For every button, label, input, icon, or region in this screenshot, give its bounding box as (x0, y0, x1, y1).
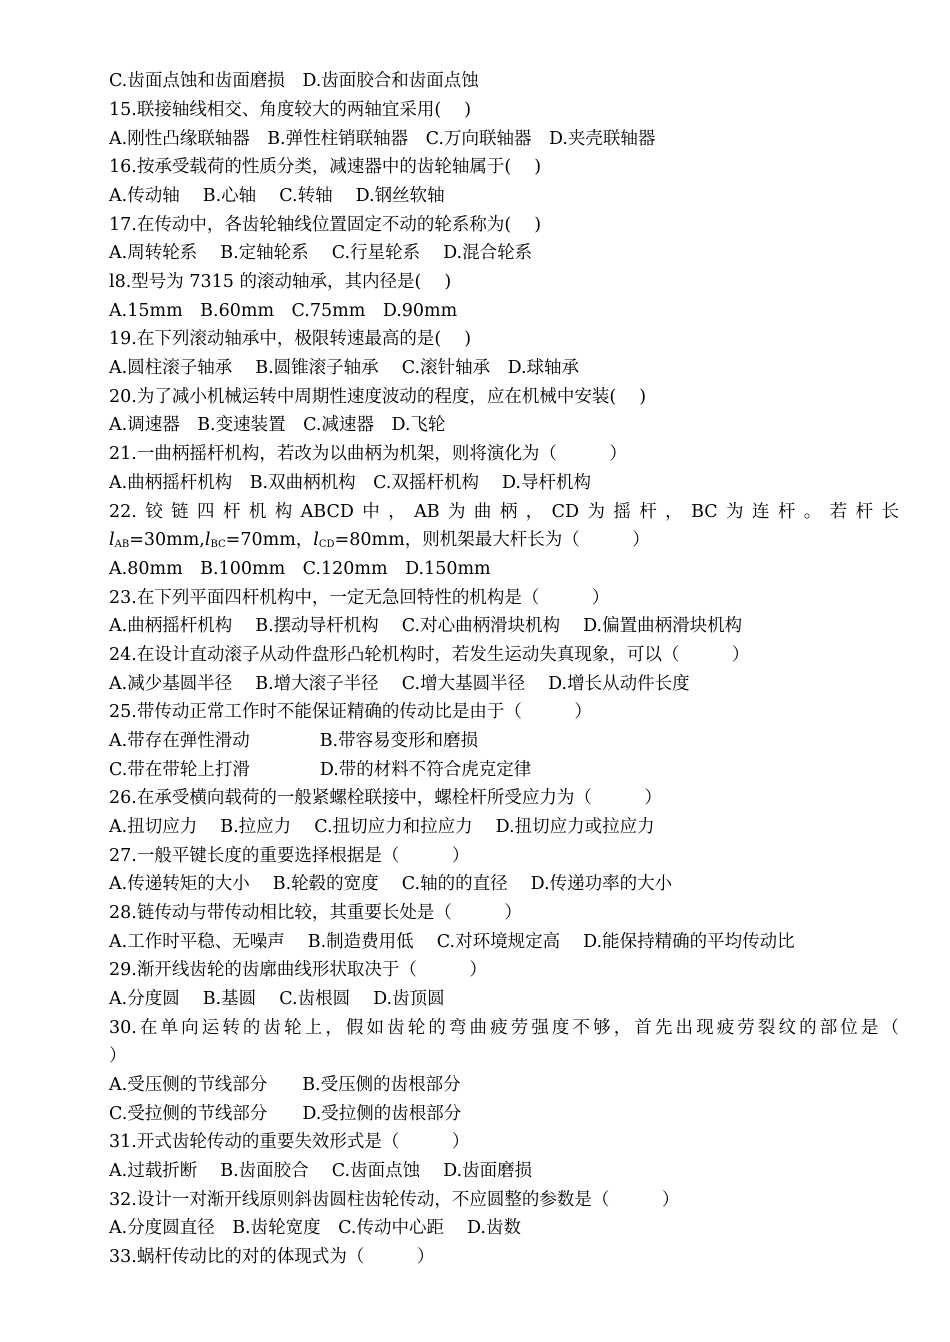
options-23: A.曲柄摇杆机构 B.摆动导杆机构 C.对心曲柄滑块机构 D.偏置曲柄滑块机构 (109, 616, 743, 636)
options-30b: C.受拉侧的节线部分 D.受拉侧的齿根部分 (109, 1104, 462, 1124)
question-17: 17.在传动中，各齿轮轴线位置固定不动的轮系称为( ) (109, 215, 542, 235)
text-line: C.齿面点蚀和齿面磨损 D.齿面胶合和齿面点蚀 (109, 71, 479, 91)
options-32: A.分度圆直径 B.齿轮宽度 C.传动中心距 D.齿数 (109, 1218, 521, 1238)
options-22: A.80mm B.100mm C.120mm D.150mm (109, 559, 491, 579)
question-15: 15.联接轴线相交、角度较大的两轴宜采用( ) (109, 100, 472, 120)
question-30-cont: ） (109, 1046, 127, 1066)
question-23: 23.在下列平面四杆机构中，一定无急回特性的机构是（ ） (109, 588, 610, 608)
options-31: A.过载折断 B.齿面胶合 C.齿面点蚀 D.齿面磨损 (109, 1161, 533, 1181)
options-30a: A.受压侧的节线部分 B.受压侧的齿根部分 (109, 1075, 461, 1095)
question-32: 32.设计一对渐开线原则斜齿圆柱齿轮传动，不应圆整的参数是（ ） (109, 1190, 680, 1210)
options-16: A.传动轴 B.心轴 C.转轴 D.钢丝软轴 (109, 186, 445, 206)
question-22-cont: $l_{AB}=30mm,l_{BC}=70mm$，$l_{CD}=80mm$，则机架最大杆长为（ ） (109, 530, 650, 550)
question-31: 31.开式齿轮传动的重要失效形式是（ ） (109, 1132, 470, 1152)
options-18: A.15mm B.60mm C.75mm D.90mm (109, 301, 458, 321)
question-22: 22.铰链四杆机构ABCD中，AB为曲柄，CD为摇杆，BC为连杆。若杆长 (109, 502, 899, 522)
options-25a: A.带存在弹性滑动 B.带容易变形和磨损 (109, 731, 479, 751)
question-21: 21.一曲柄摇杆机构，若改为以曲柄为机架，则将演化为（ ） (109, 444, 627, 464)
question-25: 25.带传动正常工作时不能保证精确的传动比是由于（ ） (109, 702, 592, 722)
question-29: 29.渐开线齿轮的齿廓曲线形状取决于（ ） (109, 960, 487, 980)
options-24: A.减少基圆半径 B.增大滚子半径 C.增大基圆半径 D.增长从动件长度 (109, 674, 690, 694)
options-17: A.周转轮系 B.定轴轮系 C.行星轮系 D.混合轮系 (109, 243, 533, 263)
question-26: 26.在承受横向载荷的一般紧螺栓联接中，螺栓杆所受应力为（ ） (109, 788, 662, 808)
question-18: l8.型号为 7315 的滚动轴承，其内径是( ) (109, 272, 452, 292)
question-28: 28.链传动与带传动相比较，其重要长处是（ ） (109, 903, 522, 923)
options-15: A.刚性凸缘联轴器 B.弹性柱销联轴器 C.万向联轴器 D.夹壳联轴器 (109, 129, 656, 149)
question-16: 16.按承受载荷的性质分类，减速器中的齿轮轴属于( ) (109, 157, 542, 177)
question-30: 30.在单向运转的齿轮上，假如齿轮的弯曲疲劳强度不够，首先出现疲劳裂纹的部位是（ (109, 1018, 899, 1038)
options-25b: C.带在带轮上打滑 D.带的材料不符合虎克定律 (109, 760, 532, 780)
options-29: A.分度圆 B.基圆 C.齿根圆 D.齿顶圆 (109, 989, 445, 1009)
question-27: 27.一般平键长度的重要选择根据是（ ） (109, 846, 470, 866)
question-33: 33.蜗杆传动比的对的体现式为（ ） (109, 1247, 435, 1267)
question-20: 20.为了减小机械运转中周期性速度波动的程度，应在机械中安装( ) (109, 387, 647, 407)
options-28: A.工作时平稳、无噪声 B.制造费用低 C.对环境规定高 D.能保持精确的平均传动比 (109, 932, 795, 952)
options-20: A.调速器 B.变速装置 C.减速器 D.飞轮 (109, 415, 446, 435)
question-24: 24.在设计直动滚子从动件盘形凸轮机构时，若发生运动失真现象，可以（ ） (109, 645, 750, 665)
options-27: A.传递转矩的大小 B.轮毂的宽度 C.轴的的直径 D.传递功率的大小 (109, 874, 673, 894)
question-19: 19.在下列滚动轴承中，极限转速最高的是( ) (109, 329, 472, 349)
options-26: A.扭切应力 B.拉应力 C.扭切应力和拉应力 D.扭切应力或拉应力 (109, 817, 655, 837)
options-21: A.曲柄摇杆机构 B.双曲柄机构 C.双摇杆机构 D.导杆机构 (109, 473, 591, 493)
options-19: A.圆柱滚子轴承 B.圆锥滚子轴承 C.滚针轴承 D.球轴承 (109, 358, 580, 378)
